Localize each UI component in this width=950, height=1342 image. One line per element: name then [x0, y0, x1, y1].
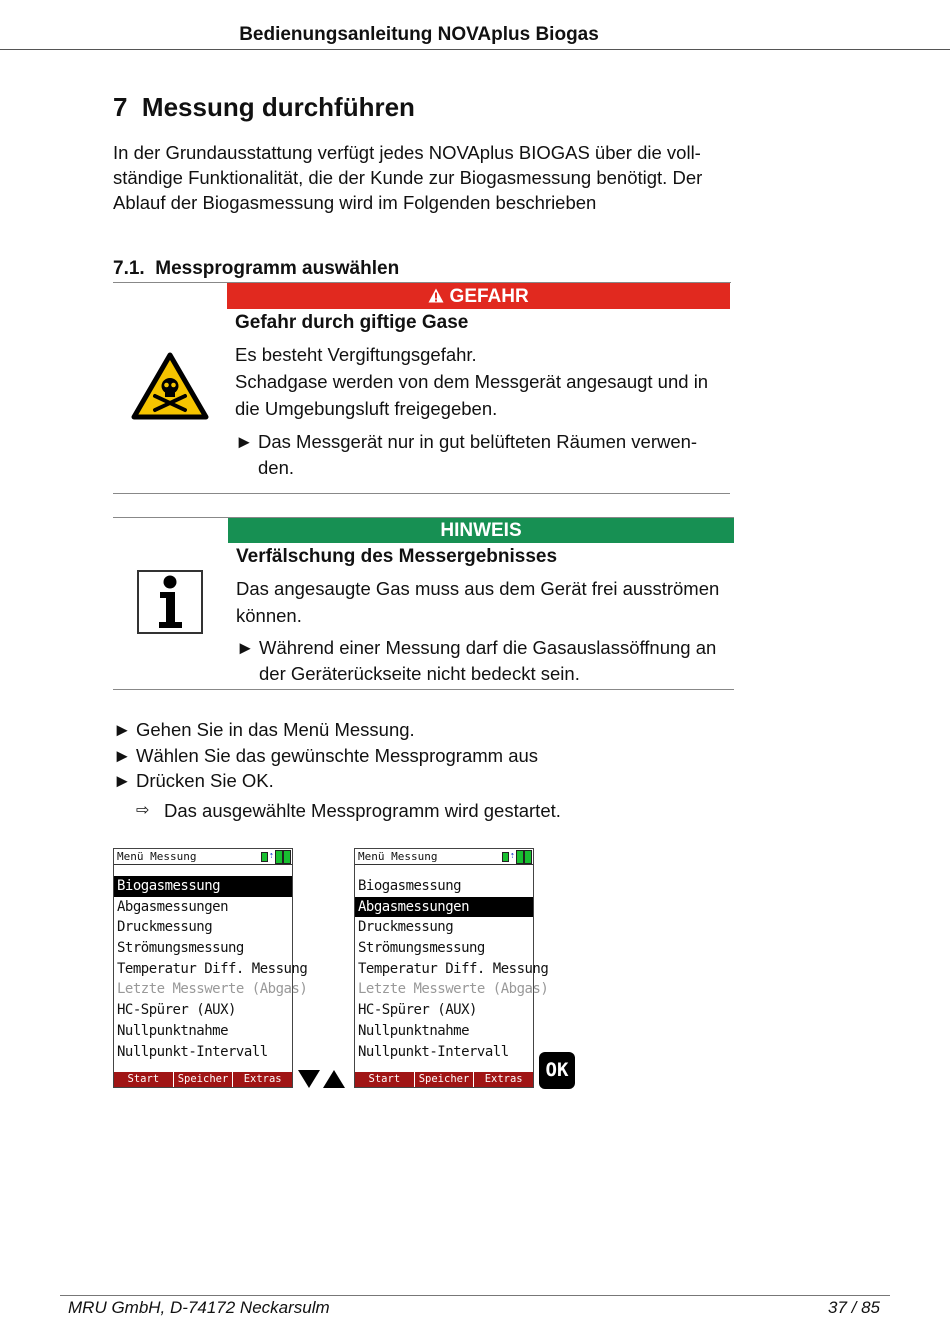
- bullet-marker: ►: [236, 637, 255, 658]
- section-title: Messung durchführen: [141, 92, 415, 122]
- softkey-bar: [355, 1072, 533, 1100]
- bullet-marker: ►: [235, 431, 254, 452]
- result-arrow-icon: ⇨: [136, 802, 150, 819]
- menu-item[interactable]: Letzte Messwerte (Abgas): [358, 981, 549, 998]
- section-heading: [113, 92, 415, 123]
- battery-icon: [516, 850, 524, 864]
- section-intro: [113, 140, 733, 215]
- up-arrow-key-icon[interactable]: [323, 1070, 345, 1093]
- step-text: Wählen Sie das gewünschte Messprogramm aus: [136, 744, 539, 766]
- notice-label-bar: [228, 518, 734, 543]
- danger-line: Es besteht Vergiftungsgefahr.: [235, 344, 477, 365]
- menu-item[interactable]: Strömungsmessung: [358, 940, 485, 957]
- battery-icon: [524, 850, 532, 864]
- warning-triangle-icon: [428, 286, 449, 307]
- info-icon: [137, 570, 203, 639]
- bullet-marker: ►: [113, 744, 132, 766]
- result-text: Das ausgewählte Messprogramm wird gestartet.: [164, 800, 561, 821]
- footer-company: MRU GmbH, D-74172 Neckarsulm: [68, 1298, 330, 1317]
- intro-line: ständige Funktionalität, die der Kunde zur Biogasmessung benötigt. Der: [113, 167, 703, 188]
- notice-line: Das angesaugte Gas muss aus dem Gerät frei ausströmen: [236, 578, 720, 599]
- document-header-title: Bedienungsanleitung NOVAplus Biogas: [239, 24, 599, 45]
- danger-action: [235, 429, 735, 480]
- battery-icon: [275, 850, 283, 864]
- notice-text: [236, 575, 736, 629]
- menu-item[interactable]: Biogasmessung: [358, 878, 462, 894]
- softkey-speicher[interactable]: Speicher: [174, 1072, 234, 1087]
- softkey-start-biogas[interactable]: Start Biogas: [114, 1072, 174, 1087]
- step-text: Gehen Sie in das Menü Messung.: [136, 719, 415, 740]
- menu-item[interactable]: Nullpunktnahme: [358, 1022, 470, 1039]
- menu-item[interactable]: Druckmessung: [117, 919, 213, 936]
- menu-item[interactable]: Strömungsmessung: [117, 940, 244, 957]
- danger-action-line: Das Messgerät nur in gut belüfteten Räumen verwen-: [258, 431, 698, 452]
- step-text: Drücken Sie OK.: [136, 770, 274, 791]
- screen-title: Menü Messung: [358, 850, 438, 863]
- softkey-extras[interactable]: Extras: [243, 1073, 282, 1085]
- menu-item[interactable]: Druckmessung: [358, 919, 454, 936]
- header-divider: [0, 49, 950, 50]
- danger-line: Schadgase werden von dem Messgerät angesaugt und in: [235, 371, 709, 392]
- menu-list: [114, 876, 308, 1062]
- danger-label: GEFAHR: [449, 286, 529, 307]
- down-arrow-key-icon[interactable]: [298, 1070, 320, 1093]
- danger-line: die Umgebungsluft freigegeben.: [235, 398, 498, 419]
- danger-text: [235, 341, 735, 422]
- ok-key-button[interactable]: OK: [539, 1052, 575, 1089]
- screen-title-bar: [114, 849, 292, 865]
- menu-item[interactable]: Nullpunkt-Intervall: [117, 1043, 268, 1060]
- step-result: [136, 798, 696, 824]
- bullet-marker: ►: [113, 719, 132, 740]
- step-item: [113, 717, 713, 743]
- menu-item[interactable]: Abgasmessungen: [355, 897, 533, 918]
- danger-label-bar: [227, 283, 730, 309]
- softkey-speicher[interactable]: Speicher: [415, 1072, 475, 1087]
- menu-item[interactable]: Biogasmessung: [114, 876, 292, 897]
- screen-title: Menü Messung: [117, 850, 197, 863]
- menu-item[interactable]: Nullpunktnahme: [117, 1022, 229, 1039]
- notice-line: können.: [236, 605, 302, 626]
- footer-page-number: 37 / 85: [828, 1298, 880, 1317]
- step-item: [113, 768, 713, 794]
- toxic-hazard-icon: [131, 352, 209, 425]
- footer-divider: [60, 1295, 890, 1296]
- menu-item[interactable]: HC-Spürer (AUX): [358, 1002, 477, 1019]
- device-screen-right: [354, 848, 549, 1100]
- notice-action-line: der Geräterückseite nicht bedeckt sein.: [259, 662, 580, 684]
- danger-box-bottom-divider: [113, 493, 730, 494]
- notice-box-bottom-divider: [113, 689, 734, 690]
- device-screen-left: [113, 848, 308, 1100]
- section-number: 7: [113, 92, 128, 122]
- notice-action: [236, 635, 736, 686]
- status-icon: [502, 852, 509, 862]
- menu-item[interactable]: Temperatur Diff. Messung: [117, 960, 308, 977]
- menu-item[interactable]: Letzte Messwerte (Abgas): [117, 981, 308, 998]
- screen-title-bar: [355, 849, 533, 865]
- notice-title: Verfälschung des Messergebnisses: [236, 546, 558, 567]
- danger-title: Gefahr durch giftige Gase: [235, 312, 469, 333]
- status-icon: [261, 852, 268, 862]
- battery-icon: [283, 850, 291, 864]
- notice-action-line: Während einer Messung darf die Gasauslassöffnung an: [259, 637, 717, 658]
- intro-line: In der Grundausstattung verfügt jedes NOVAplus BIOGAS über die voll-: [113, 142, 701, 163]
- notice-label: HINWEIS: [440, 520, 522, 541]
- softkey-extras[interactable]: Extras: [484, 1073, 523, 1085]
- softkey-bar: [114, 1072, 292, 1100]
- usb-icon: ⇡: [509, 851, 515, 861]
- steps-list: [113, 717, 713, 794]
- menu-item[interactable]: HC-Spürer (AUX): [117, 1002, 236, 1019]
- step-item: [113, 743, 713, 769]
- menu-item[interactable]: Nullpunkt-Intervall: [358, 1043, 509, 1060]
- usb-icon: ⇡: [268, 851, 274, 861]
- menu-list: [355, 876, 549, 1062]
- bullet-marker: ►: [113, 770, 132, 791]
- subsection-title: Messprogramm auswählen: [155, 258, 400, 279]
- menu-item[interactable]: Temperatur Diff. Messung: [358, 960, 549, 977]
- softkey-start-biogas[interactable]: Start Biogas: [355, 1072, 415, 1087]
- intro-line: Ablauf der Biogasmessung wird im Folgenden beschrieben: [113, 192, 597, 213]
- subsection-number: 7.1.: [113, 258, 145, 279]
- danger-action-line: den.: [258, 456, 295, 478]
- subsection-heading: [113, 258, 399, 280]
- menu-item[interactable]: Abgasmessungen: [117, 898, 229, 915]
